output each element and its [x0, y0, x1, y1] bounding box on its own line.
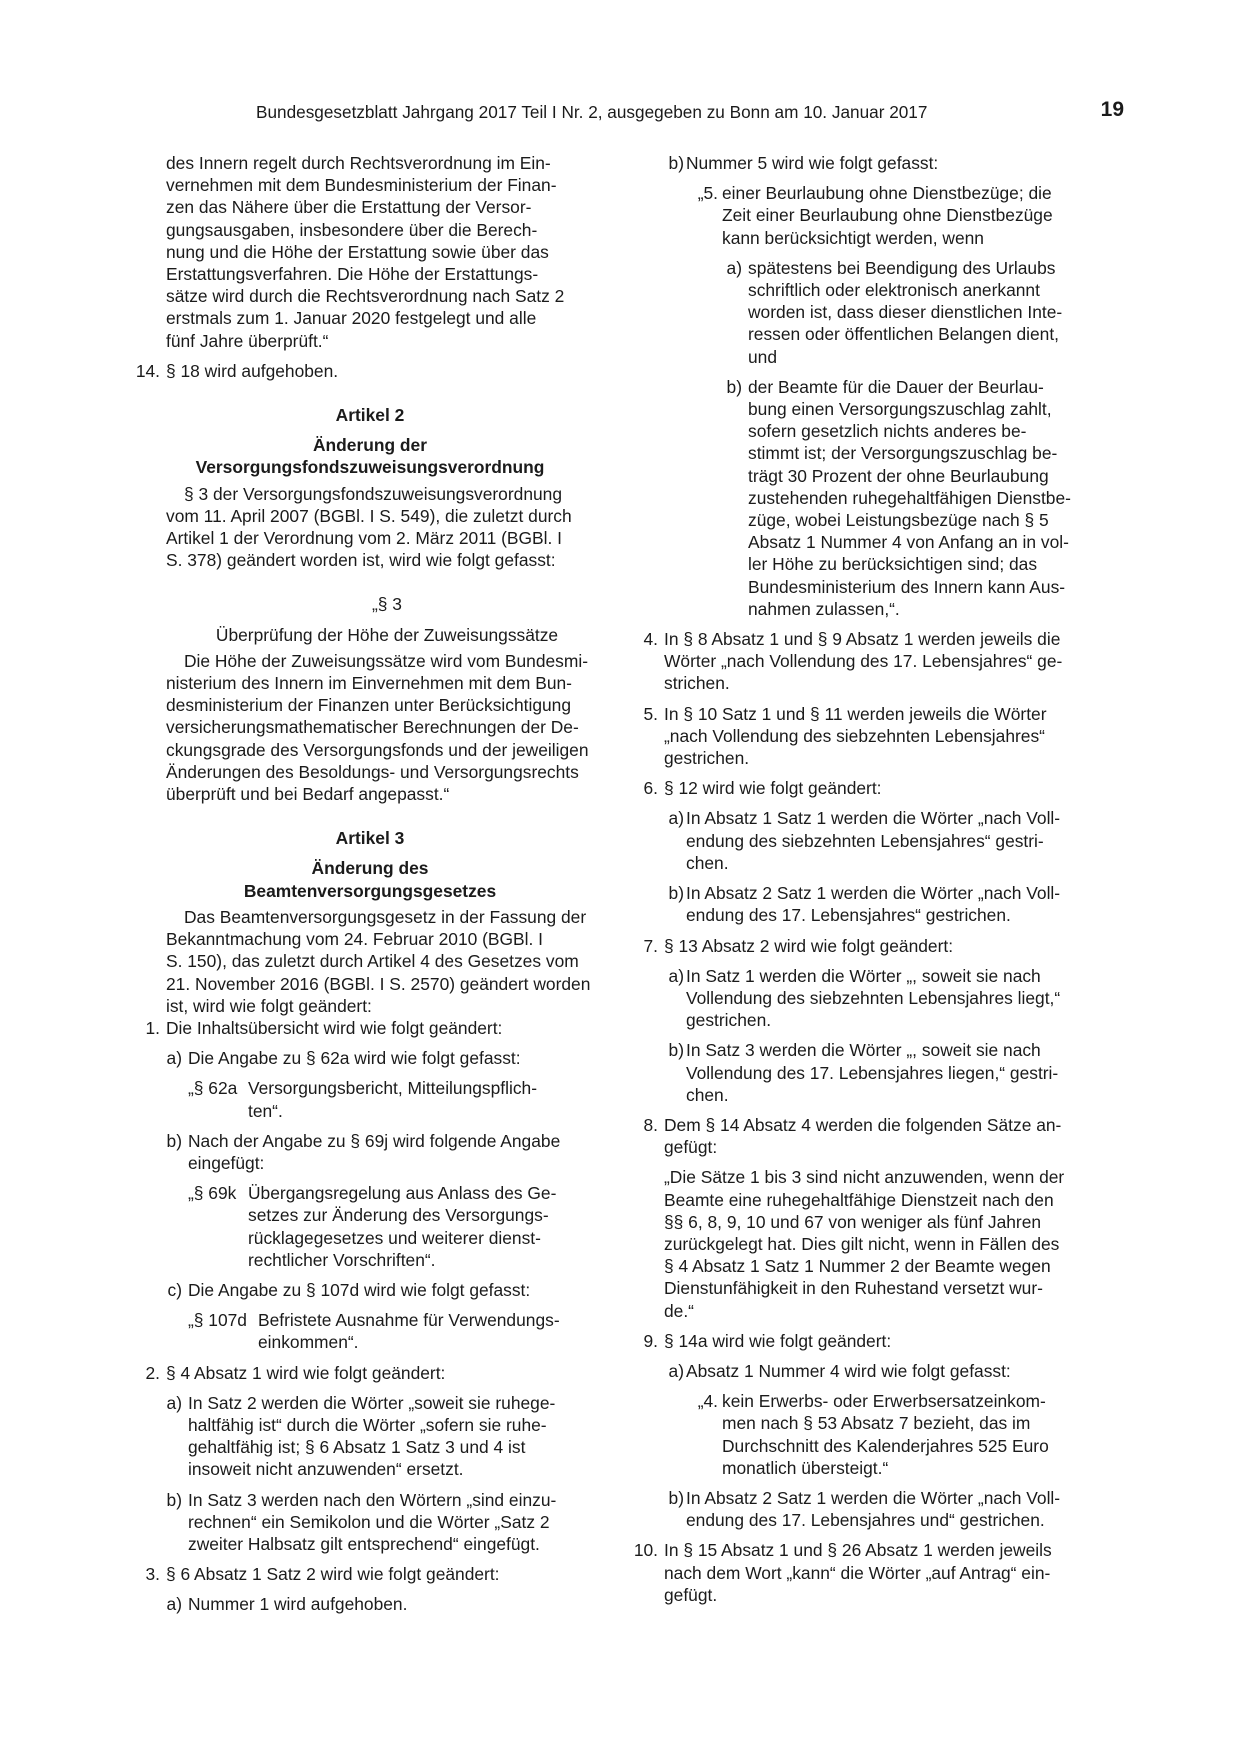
- item-letter: a): [668, 1360, 684, 1381]
- text-line: S. 378) geändert worden ist, wird wie folgt gefasst:: [166, 550, 556, 571]
- text-line: desministerium der Finanzen unter Berücksichtigung: [166, 695, 572, 716]
- text-line: endung des 17. Lebensjahres“ gestrichen.: [686, 905, 1011, 926]
- item-text: Die Angabe zu § 62a wird wie folgt gefasst:: [188, 1048, 521, 1069]
- text-line: zustehenden ruhegehaltfähigen Dienstbe-: [748, 487, 1071, 508]
- text-line: 21. November 2016 (BGBl. I S. 2570) geändert worden: [166, 973, 591, 994]
- item-text: § 13 Absatz 2 wird wie folgt geändert:: [664, 935, 954, 956]
- text-line: gungsausgaben, insbesondere über die Berech-: [166, 219, 538, 240]
- right-column: [633, 152, 1114, 1606]
- text-line: spätestens bei Beendigung des Urlaubs: [748, 257, 1056, 278]
- text-line: zen das Nähere über die Erstattung der Versor-: [166, 197, 532, 218]
- text-line: gefügt:: [664, 1137, 718, 1158]
- list-item-3b: [640, 152, 1114, 174]
- list-item-4: [640, 628, 1114, 695]
- text-line: zurückgelegt hat. Dies gilt nicht, wenn in Fällen des: [664, 1233, 1060, 1254]
- item-text: Die Inhaltsübersicht wird wie folgt geändert:: [166, 1017, 503, 1038]
- text-line: In § 15 Absatz 1 und § 26 Absatz 1 werden jeweils: [664, 1540, 1052, 1561]
- entry-key: „§ 62a: [188, 1078, 238, 1099]
- text-line: endung des siebzehnten Lebensjahres“ gestri-: [686, 830, 1044, 851]
- quoted-sub-b: [640, 376, 1114, 620]
- text-line: de.“: [664, 1300, 694, 1321]
- text-line: eingefügt:: [188, 1152, 265, 1173]
- list-item-1c: [132, 1279, 608, 1301]
- text-line: nach dem Wort „kann“ die Wörter „auf Antrag“ ein-: [664, 1562, 1051, 1583]
- text-line: Änderungen des Besoldungs- und Versorgungsrechts: [166, 761, 579, 782]
- item-letter: b): [668, 1487, 684, 1508]
- list-item-9b: [640, 1487, 1114, 1531]
- paragraph-title: Überprüfung der Höhe der Zuweisungssätze: [215, 624, 559, 645]
- list-item-1: [132, 1017, 608, 1039]
- text-line: ler Höhe zu berücksichtigen sind; das: [748, 554, 1038, 575]
- item-letter: b): [166, 1130, 182, 1151]
- text-line: In Satz 3 werden nach den Wörtern „sind einzu-: [188, 1489, 557, 1510]
- page-number: 19: [1100, 98, 1124, 121]
- text-line: vernehmen mit dem Bundesministerium der Finan-: [166, 175, 557, 196]
- text-line: In Satz 3 werden die Wörter „, soweit sie nach: [686, 1040, 1041, 1061]
- list-item-3: [132, 1563, 608, 1585]
- text-line: § 4 Absatz 1 Satz 1 Nummer 2 der Beamte wegen: [664, 1256, 1051, 1277]
- article-3-heading: Artikel 3: [335, 828, 405, 849]
- text-line: Durchschnitt des Kalenderjahres 525 Euro: [722, 1435, 1049, 1456]
- text-line: Dienstunfähigkeit in den Ruhestand versetzt wur-: [664, 1278, 1043, 1299]
- article-2-intro: [132, 483, 608, 572]
- item-letter: b): [668, 153, 684, 173]
- text-line: einkommen“.: [258, 1332, 359, 1353]
- text-line: ressen oder öffentlichen Belangen dient,: [748, 324, 1060, 345]
- text-line: gefügt.: [664, 1584, 718, 1605]
- text-line: Dem § 14 Absatz 4 werden die folgenden Sätze an-: [664, 1114, 1062, 1135]
- text-line: schriftlich oder elektronisch anerkannt: [748, 280, 1040, 301]
- item-number: 6.: [643, 778, 658, 799]
- list-item-8: [640, 1114, 1114, 1158]
- running-header: Bundesgesetzblatt Jahrgang 2017 Teil I Nr. 2, ausgegeben zu Bonn am 10. Januar 2017: [256, 102, 928, 122]
- item-letter: b): [166, 1489, 182, 1510]
- item-letter: a): [166, 1594, 182, 1615]
- quoted-number-5: [640, 182, 1114, 249]
- text-line: gehaltfähig ist; § 6 Absatz 1 Satz 3 und 4 ist: [188, 1437, 526, 1458]
- text-line: § 3 der Versorgungsfondszuweisungsverordnung: [184, 483, 563, 504]
- text-line: überprüft und bei Bedarf angepasst.“: [166, 784, 450, 805]
- text-line: haltfähig ist“ durch die Wörter „sofern sie ruhe-: [188, 1414, 547, 1435]
- text-line: ist, wird wie folgt geändert:: [166, 995, 372, 1016]
- article-2-title: Änderung der: [312, 435, 427, 456]
- item-letter: b): [668, 883, 684, 904]
- quoted-sub-a: [640, 257, 1114, 368]
- text-line: S. 150), das zuletzt durch Artikel 4 des Gesetzes vom: [166, 951, 579, 972]
- item-text: § 12 wird wie folgt geändert:: [664, 778, 882, 799]
- text-line: Erstattungsverfahren. Die Höhe der Erstattungs-: [166, 264, 539, 285]
- list-item-9a: [640, 1360, 1114, 1382]
- item-letter: a): [726, 257, 742, 278]
- quoted-sentences: [640, 1166, 1114, 1321]
- item-letter: c): [167, 1279, 182, 1300]
- list-item-6: [640, 777, 1114, 799]
- text-line: trägt 30 Prozent der ohne Beurlaubung: [748, 465, 1049, 486]
- item-number: 14.: [135, 360, 160, 381]
- item-text: § 6 Absatz 1 Satz 2 wird wie folgt geändert:: [166, 1564, 500, 1585]
- paragraph-sign: „§ 3: [372, 594, 402, 615]
- item-number: 7.: [643, 935, 658, 956]
- text-line: rechnen“ ein Semikolon und die Wörter „Satz 2: [188, 1511, 550, 1532]
- text-line: monatlich übersteigt.“: [722, 1457, 889, 1478]
- text-line: erstmals zum 1. Januar 2020 festgelegt und alle: [166, 308, 537, 329]
- text-line: „Die Sätze 1 bis 3 sind nicht anzuwenden, wenn der: [664, 1167, 1065, 1188]
- item-text: § 14a wird wie folgt geändert:: [664, 1330, 892, 1351]
- text-line: einer Beurlaubung ohne Dienstbezüge; die: [722, 183, 1052, 204]
- text-line: In § 10 Satz 1 und § 11 werden jeweils die Wörter: [664, 703, 1047, 724]
- text-line: strichen.: [664, 673, 730, 694]
- item-letter: b): [726, 376, 742, 397]
- text-line: nahmen zulassen,“.: [748, 598, 900, 619]
- list-item-7a: [640, 965, 1114, 1032]
- text-line: In Absatz 1 Satz 1 werden die Wörter „nach Voll-: [686, 808, 1061, 829]
- text-line: Vollendung des siebzehnten Lebensjahres liegt,“: [686, 987, 1061, 1008]
- text-line: chen.: [686, 1084, 729, 1105]
- item-text: § 18 wird aufgehoben.: [166, 360, 339, 381]
- list-item-1a: [132, 1047, 608, 1069]
- text-line: Beamte eine ruhegehaltfähige Dienstzeit nach den: [664, 1189, 1054, 1210]
- text-line: In Satz 2 werden die Wörter „soweit sie ruhege-: [188, 1392, 556, 1413]
- text-line: zweiter Halbsatz gilt entsprechend“ eingefügt.: [188, 1533, 540, 1554]
- item-number: 4.: [643, 629, 658, 650]
- item-letter: a): [166, 1048, 182, 1069]
- text-line: versicherungsmathematischer Berechnungen der De-: [166, 717, 579, 738]
- item-number: 9.: [643, 1330, 658, 1351]
- article-3-title: Beamtenversorgungsgesetzes: [243, 880, 497, 901]
- text-line: worden ist, dass dieser dienstlichen Inte-: [748, 302, 1063, 323]
- text-line: endung des 17. Lebensjahres und“ gestrichen.: [686, 1510, 1045, 1531]
- text-line: Wörter „nach Vollendung des 17. Lebensjahres“ ge-: [664, 651, 1063, 672]
- text-line: In Satz 1 werden die Wörter „, soweit sie nach: [686, 965, 1041, 986]
- text-line: ckungsgrade des Versorgungsfonds und der jeweiligen: [166, 739, 589, 760]
- item-number: „5.: [697, 183, 718, 204]
- text-line: Vollendung des 17. Lebensjahres liegen,“ gestri-: [686, 1062, 1059, 1083]
- list-item-5: [640, 703, 1114, 770]
- article-2-title: Versorgungsfondszuweisungsverordnung: [195, 457, 545, 478]
- entry-key: „§ 107d: [188, 1310, 247, 1331]
- article-3-title: Änderung des: [311, 858, 429, 879]
- text-line: Absatz 1 Nummer 4 von Anfang an in vol-: [748, 532, 1069, 553]
- list-item-6a: [640, 807, 1114, 874]
- list-item-10: [633, 1539, 1114, 1606]
- text-line: men nach § 53 Absatz 7 bezieht, das im: [722, 1413, 1031, 1434]
- text-line: kein Erwerbs- oder Erwerbsersatzeinkom-: [722, 1391, 1046, 1412]
- list-item-1b: [132, 1130, 608, 1174]
- continued-text: [132, 152, 608, 352]
- text-line: ten“.: [248, 1100, 283, 1121]
- item-number: „4.: [697, 1391, 718, 1412]
- text-line: fünf Jahre überprüft.“: [166, 330, 329, 351]
- list-item-3a: [132, 1593, 608, 1615]
- item-number: 2.: [145, 1362, 160, 1383]
- text-line: Bundesministerium des Innern kann Aus-: [748, 576, 1066, 597]
- text-line: gestrichen.: [664, 748, 750, 769]
- list-item-7: [640, 935, 1114, 957]
- text-line: setzes zur Änderung des Versorgungs-: [248, 1205, 549, 1226]
- text-line: In Absatz 2 Satz 1 werden die Wörter „nach Voll-: [686, 1487, 1061, 1508]
- text-line: rücklagegesetzes und weiterer dienst-: [248, 1227, 541, 1248]
- item-number: 10.: [633, 1540, 658, 1561]
- text-line: nung und die Höhe der Erstattung sowie über das: [166, 241, 549, 262]
- text-line: des Innern regelt durch Rechtsverordnung im Ein-: [166, 153, 551, 173]
- item-text: Absatz 1 Nummer 4 wird wie folgt gefasst:: [686, 1360, 1011, 1381]
- text-line: stimmt ist; der Versorgungszuschlag be-: [748, 443, 1058, 464]
- text-line: chen.: [686, 852, 729, 873]
- item-letter: b): [668, 1040, 684, 1061]
- quoted-number-4: [640, 1390, 1114, 1479]
- text-line: Versorgungsbericht, Mitteilungspflich-: [248, 1078, 538, 1099]
- text-line: bung einen Versorgungszuschlag zahlt,: [748, 399, 1052, 420]
- text-line: Die Höhe der Zuweisungssätze wird vom Bundesmi-: [184, 650, 589, 671]
- text-line: Zeit einer Beurlaubung ohne Dienstbezüge: [722, 205, 1053, 226]
- text-line: und: [748, 346, 778, 367]
- list-item-2a: [132, 1392, 608, 1481]
- text-line: sofern gesetzlich nichts anderes be-: [748, 421, 1027, 442]
- text-line: vom 11. April 2007 (BGBl. I S. 549), die zuletzt durch: [166, 505, 572, 526]
- item-number: 8.: [643, 1114, 658, 1135]
- item-text: Nummer 5 wird wie folgt gefasst:: [686, 153, 939, 173]
- text-line: der Beamte für die Dauer der Beurlau-: [748, 376, 1044, 397]
- item-number: 1.: [145, 1017, 160, 1038]
- quoted-entry-62a: [132, 1077, 608, 1121]
- text-line: rechtlicher Vorschriften“.: [248, 1249, 436, 1270]
- item-text: Die Angabe zu § 107d wird wie folgt gefasst:: [188, 1279, 531, 1300]
- text-line: Bekanntmachung vom 24. Februar 2010 (BGBl. I: [166, 929, 543, 950]
- text-line: insoweit nicht anzuwenden“ ersetzt.: [188, 1459, 464, 1480]
- list-item-14: [132, 360, 608, 382]
- left-column: [132, 152, 608, 1616]
- list-item-6b: [640, 882, 1114, 926]
- text-line: Befristete Ausnahme für Verwendungs-: [258, 1310, 560, 1331]
- list-item-9: [640, 1330, 1114, 1352]
- item-number: 5.: [643, 703, 658, 724]
- item-text: § 4 Absatz 1 wird wie folgt geändert:: [166, 1362, 446, 1383]
- article-3-intro: [132, 906, 608, 1017]
- text-line: In § 8 Absatz 1 und § 9 Absatz 1 werden jeweils die: [664, 629, 1061, 650]
- item-letter: a): [668, 965, 684, 986]
- text-line: Das Beamtenversorgungsgesetz in der Fassung der: [184, 906, 587, 927]
- list-item-2b: [132, 1489, 608, 1556]
- text-line: gestrichen.: [686, 1010, 772, 1031]
- quoted-entry-107d: [132, 1309, 608, 1353]
- list-item-7b: [640, 1039, 1114, 1106]
- article-2-heading: Artikel 2: [335, 405, 405, 426]
- list-item-2: [132, 1362, 608, 1384]
- item-number: 3.: [145, 1564, 160, 1585]
- text-line: Übergangsregelung aus Anlass des Ge-: [248, 1183, 557, 1204]
- text-line: In Absatz 2 Satz 1 werden die Wörter „nach Voll-: [686, 883, 1061, 904]
- text-line: sätze wird durch die Rechtsverordnung nach Satz 2: [166, 286, 565, 307]
- item-letter: a): [668, 808, 684, 829]
- text-line: kann berücksichtigt werden, wenn: [722, 227, 984, 248]
- text-line: Nach der Angabe zu § 69j wird folgende Angabe: [188, 1130, 561, 1151]
- paragraph-body: [166, 650, 608, 805]
- item-text: Nummer 1 wird aufgehoben.: [188, 1594, 408, 1615]
- entry-key: „§ 69k: [188, 1183, 237, 1204]
- quoted-entry-69k: [132, 1182, 608, 1271]
- item-letter: a): [166, 1392, 182, 1413]
- text-line: züge, wobei Leistungsbezüge nach § 5: [748, 510, 1049, 531]
- text-line: nisterium des Innern im Einvernehmen mit dem Bun-: [166, 673, 572, 694]
- text-line: Artikel 1 der Verordnung vom 2. März 2011 (BGBl. I: [166, 528, 562, 549]
- text-line: §§ 6, 8, 9, 10 und 67 von weniger als fünf Jahren: [664, 1211, 1042, 1232]
- text-line: „nach Vollendung des siebzehnten Lebensjahres“: [664, 725, 1045, 746]
